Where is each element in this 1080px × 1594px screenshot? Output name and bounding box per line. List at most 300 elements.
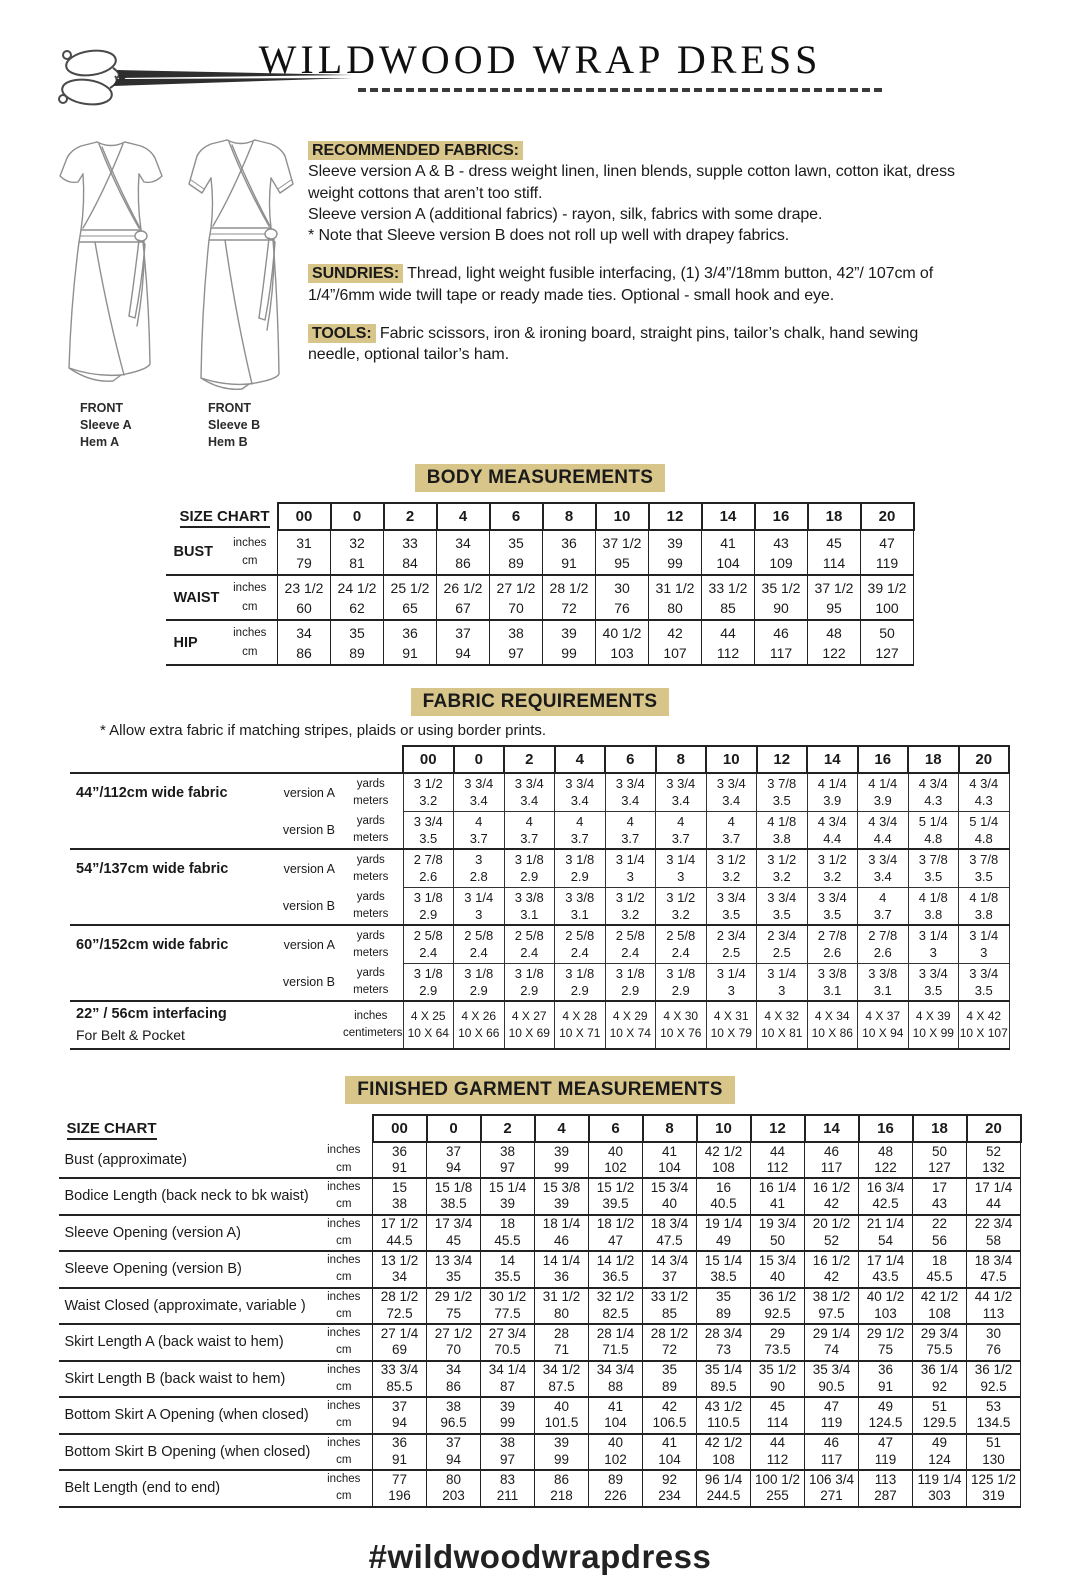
caption-line: Hem A xyxy=(80,434,120,449)
measurement-value-cell: 17 1/4 44 xyxy=(967,1178,1021,1215)
finished-measurement-row xyxy=(59,1324,1021,1361)
interfacing-value-cell: 4 X 26 10 X 66 xyxy=(454,1001,505,1049)
measurement-value-cell: 36 1/4 92 xyxy=(913,1361,967,1398)
measurement-value-cell: 45 114 xyxy=(751,1397,805,1434)
measurement-value-cell: 26 1/2 67 xyxy=(437,575,490,620)
measurement-value-cell: 31 1/2 80 xyxy=(649,575,702,620)
measurement-value-cell: 39 99 xyxy=(535,1142,589,1178)
size-column-header: 10 xyxy=(596,503,649,530)
measurement-value-cell: 30 1/2 77.5 xyxy=(481,1288,535,1325)
measurement-value-cell: 21 1/4 54 xyxy=(859,1215,913,1252)
measurement-value-cell: 16 3/4 42.5 xyxy=(859,1178,913,1215)
yardage-value-cell: 4 3.7 xyxy=(858,887,909,925)
interfacing-label: 22” / 56cm interfacing For Belt & Pocket xyxy=(70,1001,343,1049)
yardage-value-cell: 2 7/8 2.6 xyxy=(807,925,858,963)
yardage-value-cell: 5 1/4 4.8 xyxy=(959,811,1010,849)
measurement-value-cell: 28 1/4 71.5 xyxy=(589,1324,643,1361)
size-column-header: 12 xyxy=(649,503,702,530)
interfacing-value-cell: 4 X 32 10 X 81 xyxy=(757,1001,808,1049)
yardage-value-cell: 3 3/4 3.4 xyxy=(454,773,505,811)
yardage-value-cell: 3 3/4 3.4 xyxy=(555,773,606,811)
measurement-value-cell: 47 119 xyxy=(805,1397,859,1434)
measurement-value-cell: 100 1/2 255 xyxy=(751,1470,805,1507)
yardage-value-cell: 3 3/4 3.4 xyxy=(656,773,707,811)
sundries-text: Thread, light weight fusible interfacing, (1) 3/4”/18mm button, 42”/ 107cm of 1/4”/6mm wide twill tape or ready made ties. Optional - small hook and eye. xyxy=(308,265,934,304)
unit-labels: yards meters xyxy=(343,887,403,925)
yardage-value-cell: 3 3/4 3.5 xyxy=(908,963,959,1001)
fabric-yardage-row xyxy=(70,925,1009,963)
size-column-header: 0 xyxy=(427,1115,481,1142)
measurement-value-cell: 16 40.5 xyxy=(697,1178,751,1215)
yardage-value-cell: 3 7/8 3.5 xyxy=(757,773,808,811)
size-column-header: 2 xyxy=(481,1115,535,1142)
measurement-value-cell: 14 1/4 36 xyxy=(535,1251,589,1288)
measurement-value-cell: 35 1/4 89.5 xyxy=(697,1361,751,1398)
measurement-value-cell: 39 99 xyxy=(535,1434,589,1471)
size-column-header: 8 xyxy=(643,1115,697,1142)
fabric-width-label xyxy=(70,887,271,925)
measurement-value-cell: 17 3/4 45 xyxy=(427,1215,481,1252)
caption-front-b xyxy=(176,400,304,451)
measurement-value-cell: 40 102 xyxy=(589,1142,643,1178)
measurement-value-cell: 30 76 xyxy=(967,1324,1021,1361)
finished-measurement-row xyxy=(59,1361,1021,1398)
fabric-yardage-row xyxy=(70,963,1009,1001)
unit-labels: inches cm xyxy=(321,1470,373,1507)
measurement-value-cell: 43 1/2 110.5 xyxy=(697,1397,751,1434)
measurement-value-cell: 40 102 xyxy=(589,1434,643,1471)
empty-cell xyxy=(271,746,343,773)
measurement-value-cell: 35 89 xyxy=(490,530,543,575)
measurement-value-cell: 80 203 xyxy=(427,1470,481,1507)
yardage-value-cell: 3 3/8 3.1 xyxy=(504,887,555,925)
finished-measurement-row xyxy=(59,1178,1021,1215)
yardage-value-cell: 3 1/4 3 xyxy=(454,887,505,925)
measurement-value-cell: 34 86 xyxy=(427,1361,481,1398)
yardage-value-cell: 3 3/4 3.5 xyxy=(706,887,757,925)
header xyxy=(0,0,1080,128)
yardage-value-cell: 3 3/4 3.5 xyxy=(807,887,858,925)
dress-front-b-illustration xyxy=(178,132,304,394)
measurement-value-cell: 18 1/4 46 xyxy=(535,1215,589,1252)
measurement-value-cell: 35 89 xyxy=(331,620,384,665)
size-column-header: 6 xyxy=(490,503,543,530)
measurement-value-cell: 40 1/2 103 xyxy=(596,620,649,665)
measurement-value-cell: 36 91 xyxy=(373,1434,427,1471)
size-column-header: 10 xyxy=(706,746,757,773)
recommended-fabrics-note: * Note that Sleeve version B does not roll up well with drapey fabrics. xyxy=(308,227,790,245)
finished-garment-table xyxy=(59,1114,1022,1508)
measurement-value-cell: 18 1/2 47 xyxy=(589,1215,643,1252)
measurement-value-cell: 17 43 xyxy=(913,1178,967,1215)
yardage-value-cell: 3 1/8 2.9 xyxy=(504,849,555,887)
measurement-value-cell: 32 81 xyxy=(331,530,384,575)
finished-measurement-row xyxy=(59,1288,1021,1325)
measurement-value-cell: 18 45.5 xyxy=(913,1251,967,1288)
interfacing-value-cell: 4 X 25 10 X 64 xyxy=(403,1001,454,1049)
yardage-value-cell: 3 7/8 3.5 xyxy=(959,849,1010,887)
caption-line: FRONT xyxy=(208,401,252,415)
measurement-value-cell: 39 99 xyxy=(543,620,596,665)
yardage-value-cell: 4 3/4 4.3 xyxy=(959,773,1010,811)
yardage-value-cell: 3 3/4 3.4 xyxy=(706,773,757,811)
yardage-value-cell: 3 3/4 3.4 xyxy=(504,773,555,811)
measurement-value-cell: 39 1/2 100 xyxy=(861,575,914,620)
yardage-value-cell: 3 1/8 2.9 xyxy=(605,963,656,1001)
yardage-value-cell: 3 7/8 3.5 xyxy=(908,849,959,887)
yardage-value-cell: 4 1/4 3.9 xyxy=(858,773,909,811)
measurement-label: Skirt Length B (back waist to hem) xyxy=(59,1361,321,1398)
empty-cell xyxy=(70,746,271,773)
measurement-value-cell: 92 234 xyxy=(643,1470,697,1507)
measurement-value-cell: 48 122 xyxy=(859,1142,913,1178)
size-column-header: 12 xyxy=(751,1115,805,1142)
measurement-value-cell: 15 1/2 39.5 xyxy=(589,1178,643,1215)
yardage-value-cell: 3 1/8 2.9 xyxy=(555,963,606,1001)
yardage-value-cell: 3 1/4 3 xyxy=(757,963,808,1001)
measurement-value-cell: 28 1/2 72.5 xyxy=(373,1288,427,1325)
measurement-value-cell: 35 1/2 90 xyxy=(751,1361,805,1398)
measurement-value-cell: 51 130 xyxy=(967,1434,1021,1471)
yardage-value-cell: 3 1/4 3 xyxy=(605,849,656,887)
measurement-value-cell: 42 106.5 xyxy=(643,1397,697,1434)
version-label: version B xyxy=(271,811,343,849)
measurement-value-cell: 44 112 xyxy=(751,1142,805,1178)
size-column-header: 16 xyxy=(755,503,808,530)
size-column-header: 0 xyxy=(331,503,384,530)
yardage-value-cell: 3 1/8 2.9 xyxy=(504,963,555,1001)
measurement-value-cell: 119 1/4 303 xyxy=(913,1470,967,1507)
measurement-value-cell: 13 3/4 35 xyxy=(427,1251,481,1288)
yardage-value-cell: 2 3/4 2.5 xyxy=(706,925,757,963)
measurement-value-cell: 28 3/4 73 xyxy=(697,1324,751,1361)
measurement-value-cell: 15 1/8 38.5 xyxy=(427,1178,481,1215)
version-label: version A xyxy=(283,937,335,952)
measurement-value-cell: 34 1/2 87.5 xyxy=(535,1361,589,1398)
size-column-header: 0 xyxy=(454,746,505,773)
measurement-value-cell: 15 1/4 38.5 xyxy=(697,1251,751,1288)
yardage-value-cell: 4 3.7 xyxy=(454,811,505,849)
yardage-value-cell: 3 3/4 3.5 xyxy=(403,811,454,849)
measurement-value-cell: 37 94 xyxy=(427,1434,481,1471)
yardage-value-cell: 4 1/8 3.8 xyxy=(757,811,808,849)
measurement-value-cell: 35 89 xyxy=(643,1361,697,1398)
size-column-header: 16 xyxy=(859,1115,913,1142)
interfacing-value-cell: 4 X 37 10 X 94 xyxy=(858,1001,909,1049)
size-column-header: 20 xyxy=(967,1115,1021,1142)
size-chart-header-row xyxy=(59,1115,1021,1142)
fabric-yardage-row xyxy=(70,887,1009,925)
measurement-value-cell: 38 97 xyxy=(481,1434,535,1471)
finished-measurement-row xyxy=(59,1434,1021,1471)
measurement-value-cell: 48 122 xyxy=(808,620,861,665)
measurement-value-cell: 33 1/2 85 xyxy=(702,575,755,620)
unit-labels: inches cm xyxy=(321,1324,373,1361)
finished-measurement-row xyxy=(59,1142,1021,1178)
measurement-value-cell: 44 112 xyxy=(702,620,755,665)
top-section xyxy=(0,128,1080,450)
unit-labels: inches cm xyxy=(321,1434,373,1471)
size-column-header: 4 xyxy=(437,503,490,530)
measurement-value-cell: 125 1/2 319 xyxy=(967,1470,1021,1507)
yardage-value-cell: 3 2.8 xyxy=(454,849,505,887)
size-column-header: 8 xyxy=(656,746,707,773)
finished-measurement-row xyxy=(59,1470,1021,1507)
measurement-label: Bottom Skirt A Opening (when closed) xyxy=(59,1397,321,1434)
yardage-value-cell: 4 1/4 3.9 xyxy=(807,773,858,811)
measurement-label: BUST xyxy=(166,530,228,575)
version-label: version A xyxy=(283,785,335,800)
measurement-value-cell: 38 97 xyxy=(481,1142,535,1178)
yardage-value-cell: 4 3.7 xyxy=(656,811,707,849)
unit-labels: yards meters xyxy=(353,777,389,807)
measurement-value-cell: 14 35.5 xyxy=(481,1251,535,1288)
fabric-yardage-row xyxy=(70,773,1009,811)
measurement-value-cell: 41 104 xyxy=(702,530,755,575)
yardage-value-cell: 3 1/8 2.9 xyxy=(403,887,454,925)
measurement-value-cell: 36 1/2 92.5 xyxy=(967,1361,1021,1398)
interfacing-value-cell: 4 X 28 10 X 71 xyxy=(555,1001,606,1049)
measurement-value-cell: 32 1/2 82.5 xyxy=(589,1288,643,1325)
yardage-value-cell: 3 3/4 3.5 xyxy=(757,887,808,925)
size-column-header: 2 xyxy=(504,746,555,773)
unit-labels: inches cm xyxy=(228,575,278,620)
size-column-header: 00 xyxy=(403,746,454,773)
sundries-label: SUNDRIES: xyxy=(308,264,403,283)
yardage-value-cell: 3 1/8 2.9 xyxy=(454,963,505,1001)
measurement-label: Sleeve Opening (version A) xyxy=(59,1215,321,1252)
yardage-value-cell: 3 1/4 3 xyxy=(656,849,707,887)
measurement-value-cell: 47 119 xyxy=(861,530,914,575)
size-column-header: 2 xyxy=(384,503,437,530)
caption-line: Sleeve B xyxy=(208,417,261,432)
measurement-value-cell: 37 94 xyxy=(373,1397,427,1434)
fabric-requirements-table xyxy=(70,745,1010,1050)
yardage-value-cell: 3 1/8 2.9 xyxy=(403,963,454,1001)
measurement-label: Bodice Length (back neck to bk waist) xyxy=(59,1178,321,1215)
measurement-value-cell: 35 89 xyxy=(697,1288,751,1325)
measurement-value-cell: 16 1/4 41 xyxy=(751,1178,805,1215)
interfacing-value-cell: 4 X 42 10 X 107 xyxy=(959,1001,1010,1049)
measurement-value-cell: 106 3/4 271 xyxy=(805,1470,859,1507)
caption-line: Hem B xyxy=(208,434,248,449)
yardage-value-cell: 3 3/8 3.1 xyxy=(858,963,909,1001)
measurement-value-cell: 34 1/4 87 xyxy=(481,1361,535,1398)
size-column-header: 14 xyxy=(702,503,755,530)
recommended-fabrics-label: RECOMMENDED FABRICS: xyxy=(308,141,523,160)
yardage-value-cell: 3 3/4 3.4 xyxy=(605,773,656,811)
size-column-header: 14 xyxy=(805,1115,859,1142)
measurement-value-cell: 46 117 xyxy=(755,620,808,665)
measurement-value-cell: 42 107 xyxy=(649,620,702,665)
measurement-value-cell: 33 3/4 85.5 xyxy=(373,1361,427,1398)
measurement-value-cell: 46 117 xyxy=(805,1142,859,1178)
yardage-value-cell: 2 3/4 2.5 xyxy=(757,925,808,963)
illustration-captions xyxy=(48,400,304,451)
fabric-size-header-row xyxy=(70,746,1009,773)
measurement-value-cell: 15 1/4 39 xyxy=(481,1178,535,1215)
size-chart-header-row xyxy=(166,503,914,530)
unit-labels: inches cm xyxy=(321,1397,373,1434)
measurement-value-cell: 14 3/4 37 xyxy=(643,1251,697,1288)
measurement-value-cell: 113 287 xyxy=(859,1470,913,1507)
interfacing-value-cell: 4 X 34 10 X 86 xyxy=(807,1001,858,1049)
measurement-value-cell: 18 45.5 xyxy=(481,1215,535,1252)
yardage-value-cell: 3 1/8 2.9 xyxy=(555,849,606,887)
yardage-value-cell: 4 3/4 4.3 xyxy=(908,773,959,811)
size-column-header: 20 xyxy=(861,503,914,530)
dress-front-a-illustration xyxy=(48,132,174,394)
measurement-value-cell: 22 3/4 58 xyxy=(967,1215,1021,1252)
unit-labels: yards meters xyxy=(353,853,389,883)
yardage-value-cell: 3 1/8 2.9 xyxy=(656,963,707,1001)
measurement-value-cell: 45 114 xyxy=(808,530,861,575)
measurement-value-cell: 29 73.5 xyxy=(751,1324,805,1361)
measurement-value-cell: 42 1/2 108 xyxy=(697,1142,751,1178)
measurement-value-cell: 53 134.5 xyxy=(967,1397,1021,1434)
measurement-value-cell: 51 129.5 xyxy=(913,1397,967,1434)
yardage-value-cell: 3 1/4 3 xyxy=(908,925,959,963)
measurement-value-cell: 15 3/8 39 xyxy=(535,1178,589,1215)
measurement-label: Waist Closed (approximate, variable ) xyxy=(59,1288,321,1325)
interfacing-value-cell: 4 X 30 10 X 76 xyxy=(656,1001,707,1049)
measurement-value-cell: 19 1/4 49 xyxy=(697,1215,751,1252)
measurement-value-cell: 47 119 xyxy=(859,1434,913,1471)
fabric-requirements-note: * Allow extra fabric if matching stripes, plaids or using border prints. xyxy=(100,722,547,739)
measurement-value-cell: 16 1/2 42 xyxy=(805,1251,859,1288)
measurement-value-cell: 41 104 xyxy=(643,1142,697,1178)
measurement-value-cell: 29 3/4 75.5 xyxy=(913,1324,967,1361)
version-label: version B xyxy=(271,963,343,1001)
measurement-value-cell: 50 127 xyxy=(913,1142,967,1178)
yardage-value-cell: 2 7/8 2.6 xyxy=(858,925,909,963)
dress-illustrations xyxy=(48,132,304,451)
yardage-value-cell: 2 5/8 2.4 xyxy=(656,925,707,963)
measurement-value-cell: 43 109 xyxy=(755,530,808,575)
fabric-yardage-row xyxy=(70,849,1009,887)
measurement-value-cell: 96 1/4 244.5 xyxy=(697,1470,751,1507)
measurement-value-cell: 34 3/4 88 xyxy=(589,1361,643,1398)
yardage-value-cell: 2 5/8 2.4 xyxy=(605,925,656,963)
yardage-value-cell: 2 5/8 2.4 xyxy=(403,925,454,963)
size-column-header: 4 xyxy=(555,746,606,773)
measurement-value-cell: 38 96.5 xyxy=(427,1397,481,1434)
measurement-value-cell: 36 91 xyxy=(373,1142,427,1178)
version-label: version B xyxy=(271,887,343,925)
unit-labels: inches cm xyxy=(321,1288,373,1325)
measurement-value-cell: 16 1/2 42 xyxy=(805,1178,859,1215)
yardage-value-cell: 3 1/4 3 xyxy=(959,925,1010,963)
unit-labels: yards meters xyxy=(353,929,389,959)
measurement-value-cell: 36 1/2 92.5 xyxy=(751,1288,805,1325)
measurement-value-cell: 49 124.5 xyxy=(859,1397,913,1434)
measurement-value-cell: 30 76 xyxy=(596,575,649,620)
measurement-value-cell: 38 1/2 97.5 xyxy=(805,1288,859,1325)
measurement-value-cell: 27 1/2 70 xyxy=(490,575,543,620)
yardage-value-cell: 2 5/8 2.4 xyxy=(555,925,606,963)
measurement-value-cell: 46 117 xyxy=(805,1434,859,1471)
measurement-label: Bust (approximate) xyxy=(59,1142,321,1178)
size-column-header: 6 xyxy=(605,746,656,773)
yardage-value-cell: 3 1/4 3 xyxy=(706,963,757,1001)
yardage-value-cell: 3 3/8 3.1 xyxy=(555,887,606,925)
yardage-value-cell: 2 5/8 2.4 xyxy=(504,925,555,963)
measurement-value-cell: 52 132 xyxy=(967,1142,1021,1178)
measurement-value-cell: 18 3/4 47.5 xyxy=(643,1215,697,1252)
measurement-value-cell: 77 196 xyxy=(373,1470,427,1507)
size-column-header: 4 xyxy=(535,1115,589,1142)
yardage-value-cell: 2 5/8 2.4 xyxy=(454,925,505,963)
measurement-value-cell: 27 3/4 70.5 xyxy=(481,1324,535,1361)
info-block xyxy=(308,128,960,365)
measurement-value-cell: 49 124 xyxy=(913,1434,967,1471)
size-column-header: 16 xyxy=(858,746,909,773)
measurement-value-cell: 38 97 xyxy=(490,620,543,665)
measurement-value-cell: 23 1/2 60 xyxy=(278,575,331,620)
measurement-value-cell: 14 1/2 36.5 xyxy=(589,1251,643,1288)
interfacing-value-cell: 4 X 31 10 X 79 xyxy=(706,1001,757,1049)
measurement-value-cell: 37 94 xyxy=(427,1142,481,1178)
unit-labels: inches cm xyxy=(321,1251,373,1288)
fabric-width-label xyxy=(70,963,271,1001)
unit-labels: inches cm xyxy=(321,1361,373,1398)
measurement-value-cell: 15 38 xyxy=(373,1178,427,1215)
measurement-value-cell: 15 3/4 40 xyxy=(643,1178,697,1215)
interfacing-value-cell: 4 X 39 10 X 99 xyxy=(908,1001,959,1049)
yardage-value-cell: 4 3/4 4.4 xyxy=(807,811,858,849)
tools-text: Fabric scissors, iron & ironing board, straight pins, tailor’s chalk, hand sewing needle, optional tailor’s ham. xyxy=(308,324,919,364)
yardage-value-cell: 4 1/8 3.8 xyxy=(908,887,959,925)
yardage-value-cell: 5 1/4 4.8 xyxy=(908,811,959,849)
measurement-value-cell: 17 1/2 44.5 xyxy=(373,1215,427,1252)
tools-label: TOOLS: xyxy=(308,324,376,343)
body-measurement-row xyxy=(166,575,914,620)
yardage-value-cell: 3 1/2 3.2 xyxy=(757,849,808,887)
recommended-fabrics-text: Sleeve version A & B - dress weight linen, linen blends, supple cotton lawn, cotton ikat, dress weight cottons that aren’t too stiff. xyxy=(308,163,955,202)
measurement-value-cell: 36 91 xyxy=(384,620,437,665)
measurement-label: Bottom Skirt B Opening (when closed) xyxy=(59,1434,321,1471)
fabric-width-label xyxy=(70,811,271,849)
unit-labels: inches cm xyxy=(321,1178,373,1215)
measurement-value-cell: 36 91 xyxy=(859,1361,913,1398)
unit-labels: yards meters xyxy=(343,811,403,849)
recommended-fabrics-additional: Sleeve version A (additional fabrics) - rayon, silk, fabrics with some drape. xyxy=(308,205,823,223)
measurement-value-cell: 37 1/2 95 xyxy=(808,575,861,620)
yardage-value-cell: 4 3/4 4.4 xyxy=(858,811,909,849)
yardage-value-cell: 4 3.7 xyxy=(555,811,606,849)
size-column-header: 00 xyxy=(278,503,331,530)
yardage-value-cell: 3 1/2 3.2 xyxy=(706,849,757,887)
unit-labels: inches cm xyxy=(228,530,278,575)
measurement-value-cell: 25 1/2 65 xyxy=(384,575,437,620)
measurement-value-cell: 31 1/2 80 xyxy=(535,1288,589,1325)
interfacing-value-cell: 4 X 29 10 X 74 xyxy=(605,1001,656,1049)
hashtag-footer: #wildwoodwrapdress xyxy=(368,1537,712,1575)
measurement-value-cell: 44 1/2 113 xyxy=(967,1288,1021,1325)
measurement-value-cell: 40 1/2 103 xyxy=(859,1288,913,1325)
fabric-width-label: 60”/152cm wide fabric xyxy=(76,936,229,953)
yardage-value-cell: 4 1/8 3.8 xyxy=(959,887,1010,925)
measurement-label: WAIST xyxy=(166,575,228,620)
measurement-value-cell: 28 1/2 72 xyxy=(643,1324,697,1361)
finished-measurement-row xyxy=(59,1397,1021,1434)
size-column-header: 18 xyxy=(913,1115,967,1142)
measurement-value-cell: 33 84 xyxy=(384,530,437,575)
measurement-label: Sleeve Opening (version B) xyxy=(59,1251,321,1288)
measurement-value-cell: 37 94 xyxy=(437,620,490,665)
measurement-value-cell: 44 112 xyxy=(751,1434,805,1471)
body-measurements-heading: BODY MEASUREMENTS xyxy=(415,464,665,492)
